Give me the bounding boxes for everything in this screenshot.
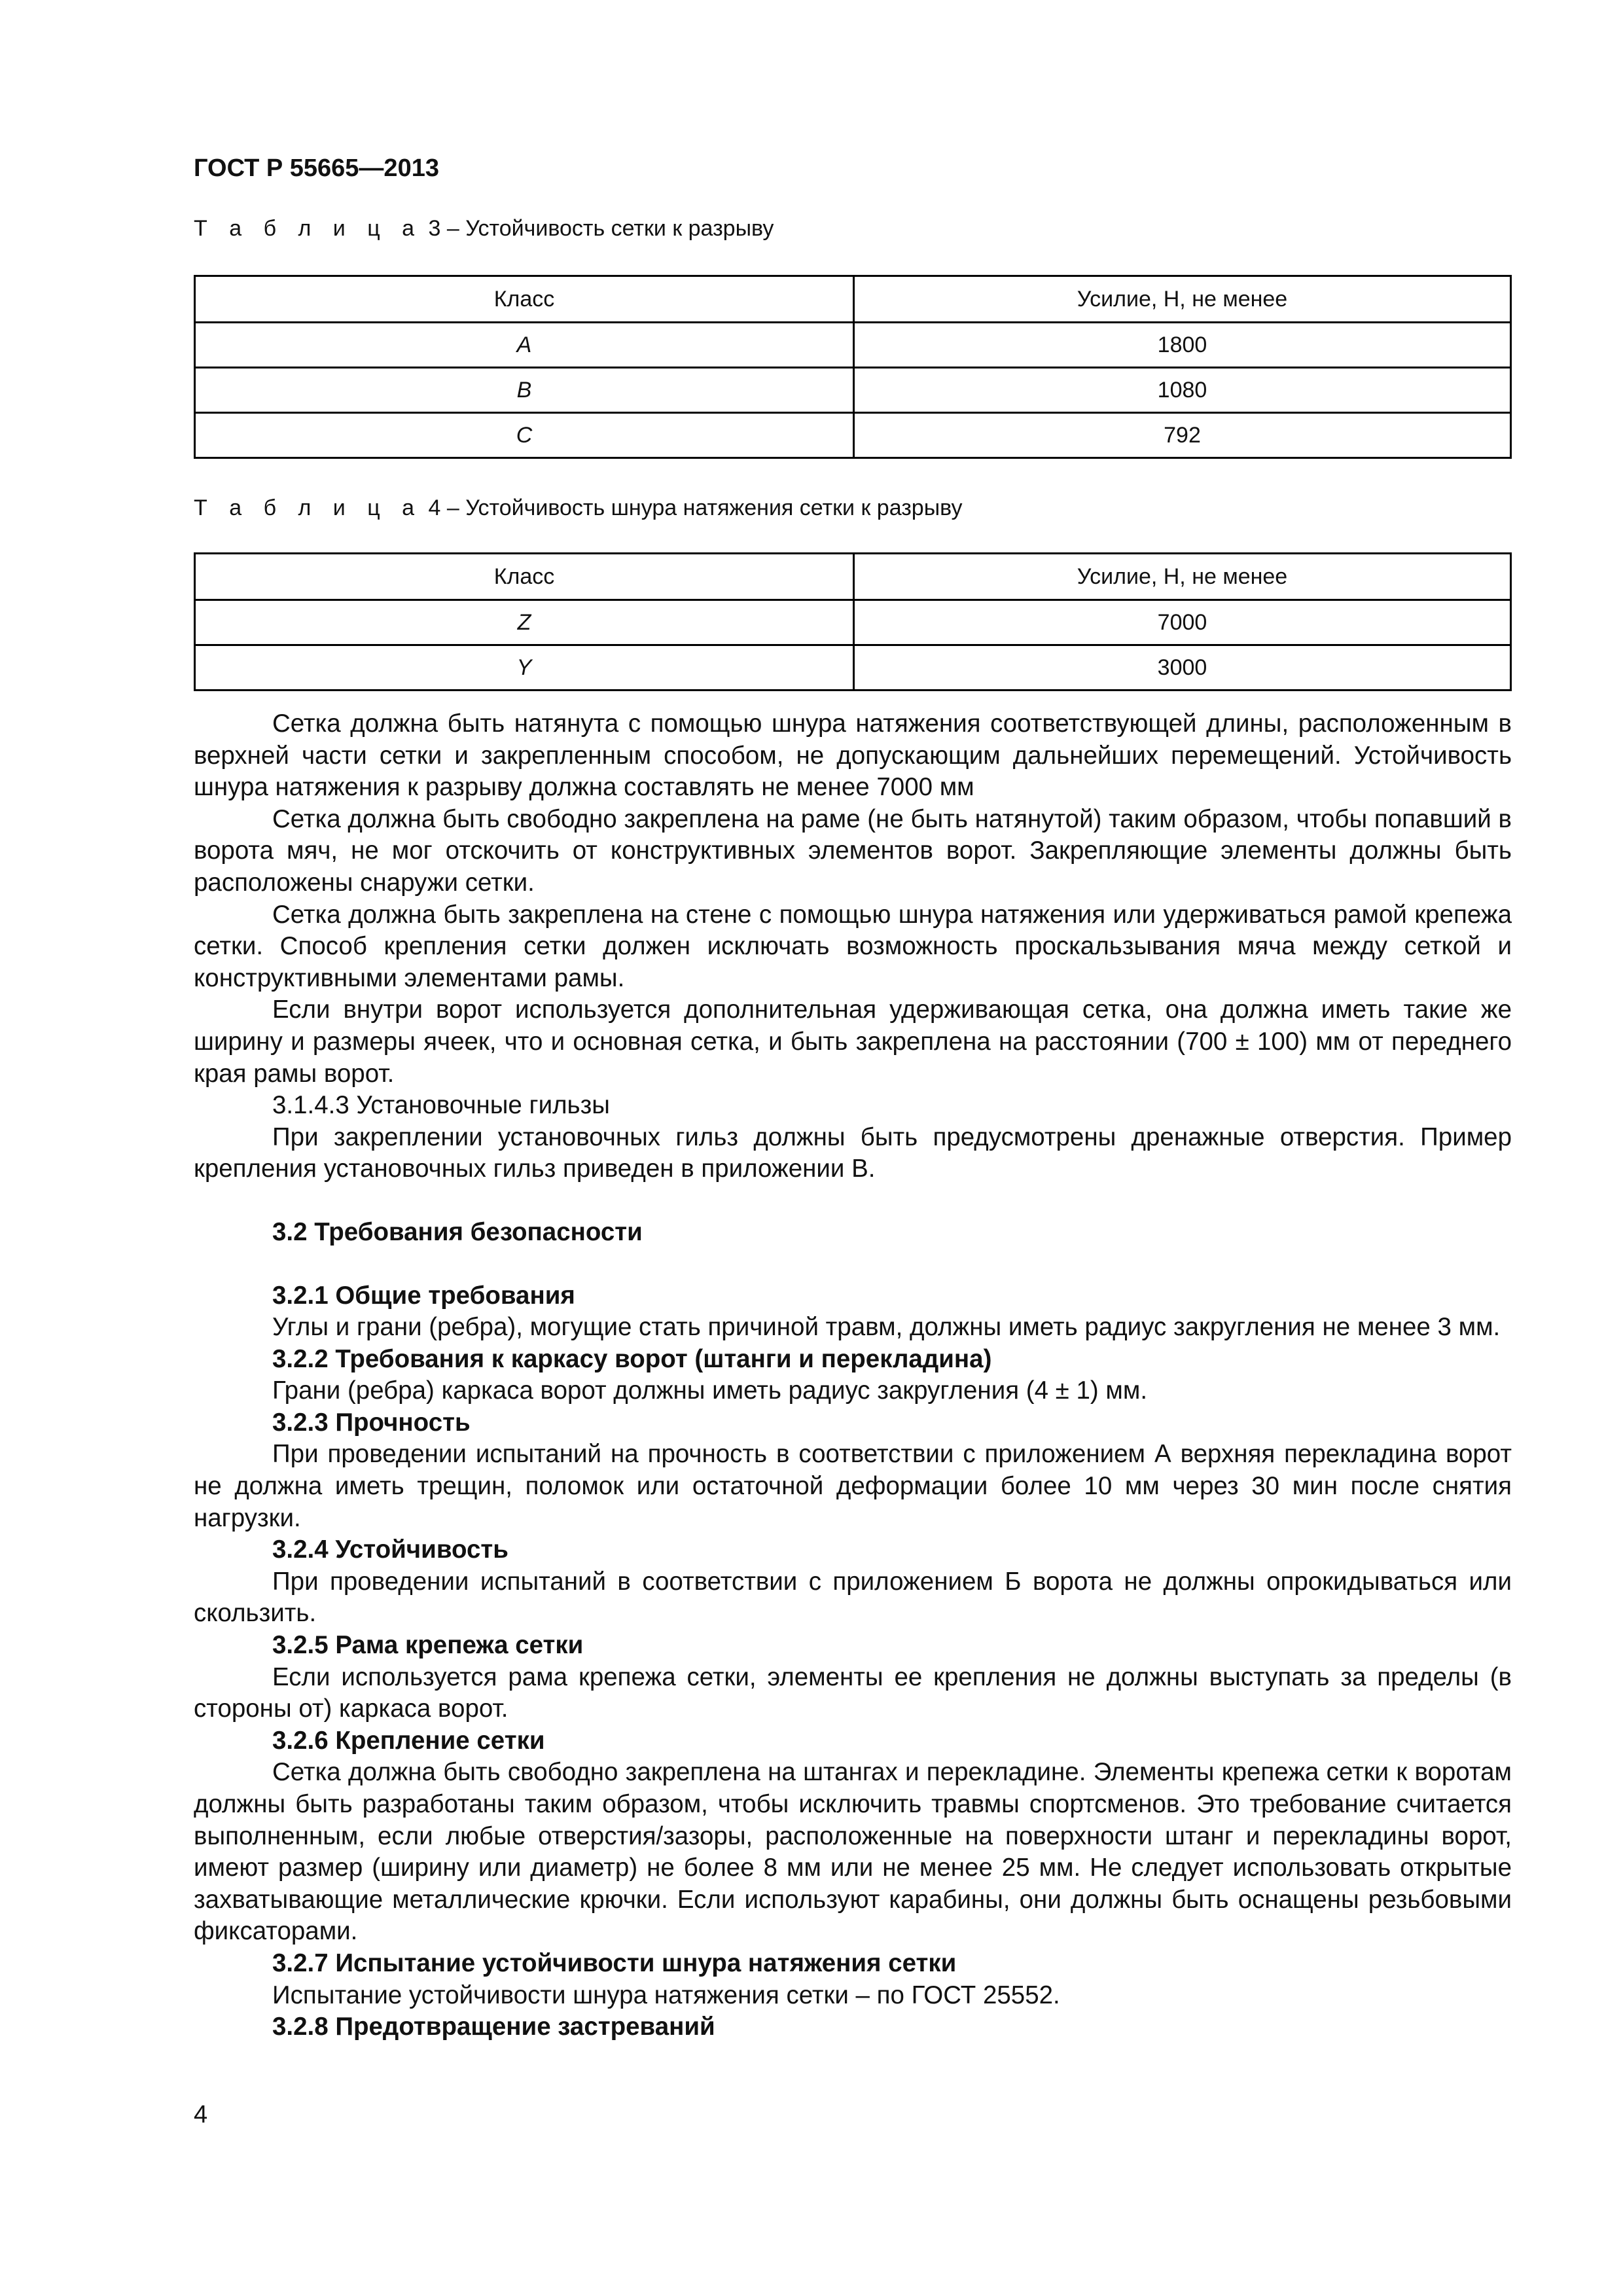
page-number: 4 <box>194 2101 208 2128</box>
section-heading: 3.2 Требования безопасности <box>272 1217 643 1246</box>
paragraph: При проведении испытаний в соответствии с приложением Б ворота не должны опрокидываться или скользить. <box>194 1567 1512 1628</box>
table-cell-force: 792 <box>854 413 1511 458</box>
table-cell-class: A <box>195 323 854 368</box>
subsection-heading: 3.2.8 Предотвращение застреваний <box>272 2013 715 2041</box>
subsection-heading: 3.2.1 Общие требования <box>272 1281 575 1310</box>
paragraph: Углы и грани (ребра), могущие стать причиной травм, должны иметь радиус закругления не менее 3 мм. <box>272 1313 1501 1342</box>
table-4 <box>194 552 1512 691</box>
paragraph: Сетка должна быть закреплена на стене с помощью шнура натяжения или удерживаться рамой крепежа сетки. Способ крепления сетки должен исключать возможность проскальзывания мяча между сеткой и конструктивными элементами рамы. <box>194 900 1512 992</box>
paragraph: Испытание устойчивости шнура натяжения сетки – по ГОСТ 25552. <box>272 1981 1060 2009</box>
table-4-caption <box>194 495 962 521</box>
paragraph: При проведении испытаний на прочность в соответствии с приложением А верхняя перекладина ворот не должна иметь трещин, поломок или остаточной деформации более 10 мм через 30 мин после снятия нагрузки. <box>194 1440 1512 1532</box>
subsection-heading: 3.2.7 Испытание устойчивости шнура натяжения сетки <box>272 1948 957 1977</box>
subsection-heading: 3.2.2 Требования к каркасу ворот (штанги и перекладина) <box>272 1344 992 1373</box>
paragraph: Грани (ребра) каркаса ворот должны иметь радиус закругления (4 ± 1) мм. <box>272 1376 1148 1405</box>
subsection-heading: 3.2.5 Рама крепежа сетки <box>272 1631 584 1660</box>
subsection-heading: 3.2.3 Прочность <box>272 1408 471 1437</box>
table-3-caption <box>194 216 774 242</box>
table-row <box>195 368 1511 413</box>
subsection-heading: 3.2.4 Устойчивость <box>272 1535 508 1564</box>
standard-code-header: ГОСТ Р 55665—2013 <box>194 154 439 182</box>
table-row <box>195 323 1511 368</box>
paragraph: Сетка должна быть свободно закреплена на штангах и перекладине. Элементы крепежа сетки к воротам должны быть разработаны таким образом, чтобы исключить травмы спортсменов. Это требование считается выполненным, если любые отверстия/зазоры, расположенные на поверхности штанг и перекладины ворот, имеют размер (ширину или диаметр) не более 8 мм или не менее 25 мм. Не следует использовать открытые захватывающие металлические крючки. Если используют карабины, они должны быть оснащены резьбовыми фиксаторами. <box>194 1758 1512 1946</box>
table-row <box>195 600 1511 645</box>
table-cell-class: B <box>195 368 854 413</box>
body-text <box>194 708 1512 2043</box>
table-row <box>195 413 1511 458</box>
table-row <box>195 645 1511 691</box>
table-header-cell: Усилие, Н, не менее <box>854 554 1511 600</box>
paragraph: Сетка должна быть натянута с помощью шнура натяжения соответствующей длины, расположенным в верхней части сетки и закрепленным способом, не допускающим дальнейших перемещений. Устойчивость шнура натяжения к разрыву должна составлять не менее 7000 мм <box>194 709 1512 802</box>
table-cell-force: 1080 <box>854 368 1511 413</box>
table-header-row <box>195 554 1511 600</box>
table-header-cell: Усилие, Н, не менее <box>854 276 1511 323</box>
table-3-title: 3 – Устойчивость сетки к разрыву <box>428 216 774 241</box>
table-cell-class: C <box>195 413 854 458</box>
table-cell-class: Y <box>195 645 854 691</box>
table-cell-class: Z <box>195 600 854 645</box>
table-header-cell: Класс <box>195 554 854 600</box>
table-4-title: 4 – Устойчивость шнура натяжения сетки к разрыву <box>428 495 963 520</box>
paragraph: При закреплении установочных гильз должны быть предусмотрены дренажные отверстия. Пример крепления установочных гильз приведен в приложении В. <box>194 1122 1512 1183</box>
table-cell-force: 7000 <box>854 600 1511 645</box>
paragraph: Сетка должна быть свободно закреплена на раме (не быть натянутой) таким образом, чтобы попавший в ворота мяч, не мог отскочить от конструктивных элементов ворот. Закрепляющие элементы должны быть расположены снаружи сетки. <box>194 804 1512 897</box>
table-cell-force: 1800 <box>854 323 1511 368</box>
table-header-row <box>195 276 1511 323</box>
subsection-heading: 3.1.4.3 Установочные гильзы <box>272 1091 610 1120</box>
subsection-heading: 3.2.6 Крепление сетки <box>272 1726 545 1755</box>
table-cell-force: 3000 <box>854 645 1511 691</box>
table-header-cell: Класс <box>195 276 854 323</box>
table-4-label: Т а б л и ц а <box>194 495 423 520</box>
paragraph: Если используется рама крепежа сетки, элементы ее крепления не должны выступать за пределы (в стороны от) каркаса ворот. <box>194 1662 1512 1723</box>
table-3 <box>194 275 1512 459</box>
table-3-label: Т а б л и ц а <box>194 216 423 241</box>
paragraph: Если внутри ворот используется дополнительная удерживающая сетка, она должна иметь такие же ширину и размеры ячеек, что и основная сетка, и быть закреплена на расстоянии (700 ± 100) мм от переднего края рамы ворот. <box>194 996 1512 1088</box>
